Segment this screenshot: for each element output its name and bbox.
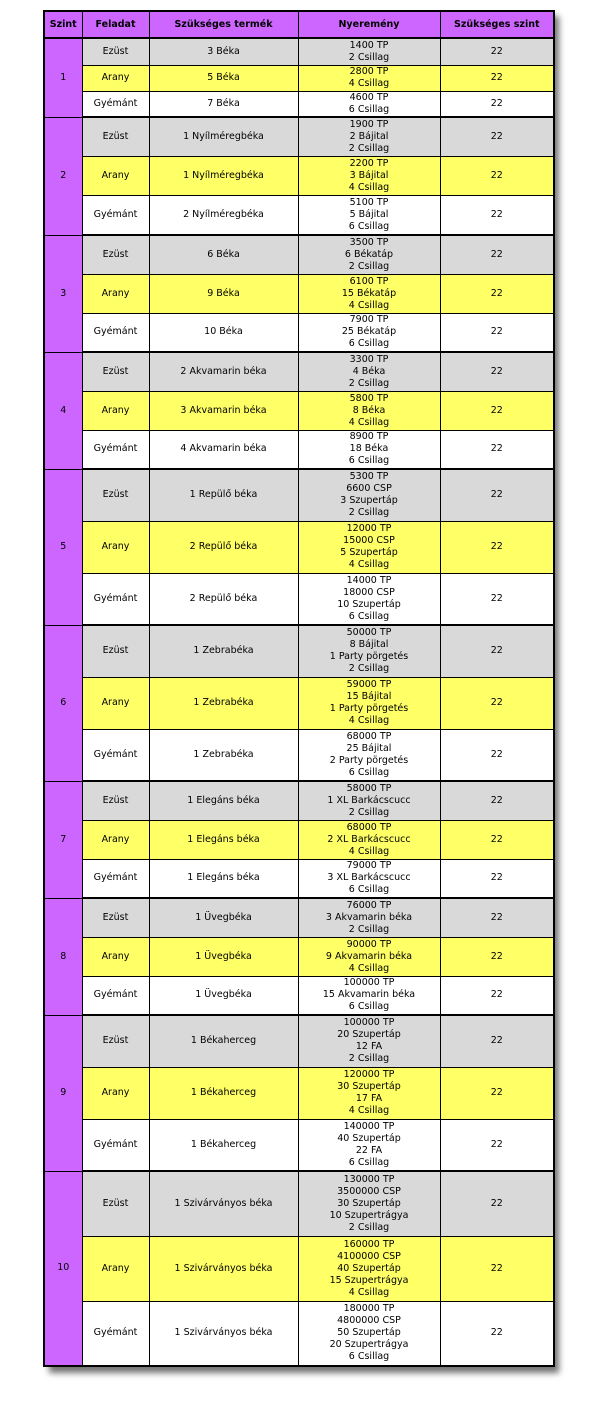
task-cell-ezust: Ezüst	[82, 469, 149, 521]
reward-line: 6 Csillag	[348, 455, 390, 467]
task-cell-ezust: Ezüst	[82, 235, 149, 274]
required-level-cell: 22	[440, 937, 554, 976]
reward-line: 10 Szupertáp	[337, 598, 401, 610]
reward-line: 2200 TP	[349, 157, 389, 169]
reward-line: 68000 TP	[346, 821, 392, 833]
reward-line: 3500 TP	[349, 236, 389, 248]
table-row	[44, 352, 554, 391]
reward-line: 120000 TP	[343, 1069, 395, 1080]
reward-line: 40 Szupertáp	[337, 1262, 401, 1274]
table-row	[44, 729, 554, 781]
table-row	[44, 1119, 554, 1171]
required-product-cell: 1 Elegáns béka	[149, 859, 298, 898]
reward-line: 4 Csillag	[348, 1286, 390, 1298]
reward-line: 2 Bájital	[349, 130, 389, 142]
required-level-cell: 22	[440, 91, 554, 117]
reward-cell	[298, 274, 440, 313]
reward-line: 12 FA	[355, 1041, 383, 1053]
level-number-cell: 5	[44, 469, 82, 625]
reward-cell	[298, 195, 440, 235]
reward-line: 180000 TP	[343, 1303, 395, 1315]
table-row	[44, 195, 554, 235]
table-row	[44, 781, 554, 820]
level-number-cell: 8	[44, 898, 82, 1015]
task-cell-ezust: Ezüst	[82, 625, 149, 677]
reward-line: 20 Szupertrágya	[329, 1339, 409, 1351]
table-row	[44, 391, 554, 430]
reward-line: 2 Csillag	[348, 507, 390, 519]
required-product-cell: 2 Nyílméregbéka	[149, 195, 298, 235]
reward-line: 6 Csillag	[348, 610, 390, 622]
reward-line: 6 Csillag	[348, 220, 390, 232]
reward-line: 2 Csillag	[348, 51, 390, 63]
task-cell-arany: Arany	[82, 156, 149, 195]
required-level-cell: 22	[440, 352, 554, 391]
required-level-cell: 22	[440, 313, 554, 352]
reward-cell	[298, 937, 440, 976]
table-row	[44, 117, 554, 156]
reward-line: 15 Békatáp	[341, 287, 397, 299]
reward-cell	[298, 38, 440, 65]
table-row	[44, 430, 554, 469]
required-product-cell: 1 Üvegbéka	[149, 937, 298, 976]
reward-cell	[298, 859, 440, 898]
required-product-cell: 1 Nyílméregbéka	[149, 117, 298, 156]
reward-line: 6 Csillag	[348, 1351, 390, 1363]
level-number-cell: 7	[44, 781, 82, 898]
required-product-cell: 1 Szivárványos béka	[149, 1301, 298, 1366]
required-level-cell: 22	[440, 1301, 554, 1366]
reward-line: 1400 TP	[349, 39, 389, 51]
reward-line: 5 Bájital	[349, 208, 389, 220]
reward-line: 25 Bájital	[346, 742, 392, 754]
reward-line: 4 Csillag	[348, 559, 390, 570]
reward-line: 6 Csillag	[348, 1156, 390, 1168]
table-row	[44, 859, 554, 898]
table-row	[44, 573, 554, 625]
table-row	[44, 91, 554, 117]
reward-line: 4 Csillag	[348, 845, 390, 857]
reward-cell	[298, 117, 440, 156]
reward-line: 8 Béka	[352, 404, 386, 416]
required-level-cell: 22	[440, 65, 554, 91]
table-row	[44, 820, 554, 859]
required-level-cell: 22	[440, 859, 554, 898]
reward-line: 3 XL Barkácscucc	[327, 872, 411, 884]
reward-line: 40 Szupertáp	[337, 1132, 401, 1144]
reward-line: 4100000 CSP	[337, 1250, 401, 1262]
required-level-cell: 22	[440, 781, 554, 820]
task-cell-gyemant: Gyémánt	[82, 1301, 149, 1366]
reward-line: 6 Csillag	[348, 103, 390, 115]
task-cell-ezust: Ezüst	[82, 1015, 149, 1067]
task-cell-arany: Arany	[82, 521, 149, 573]
reward-line: 14000 TP	[346, 574, 392, 586]
reward-line: 8900 TP	[349, 431, 389, 443]
required-product-cell: 1 Nyílméregbéka	[149, 156, 298, 195]
reward-line: 20 Szupertáp	[337, 1029, 401, 1041]
table-row	[44, 1067, 554, 1119]
task-cell-ezust: Ezüst	[82, 38, 149, 65]
required-product-cell: 3 Béka	[149, 38, 298, 65]
reward-line: 5 Szupertáp	[340, 547, 398, 558]
table-row	[44, 1015, 554, 1067]
reward-line: 76000 TP	[346, 899, 392, 911]
reward-cell	[298, 729, 440, 781]
table-row	[44, 38, 554, 65]
required-product-cell: 1 Békaherceg	[149, 1015, 298, 1067]
reward-line: 12000 TP	[346, 523, 392, 534]
table-row	[44, 521, 554, 573]
required-level-cell: 22	[440, 625, 554, 677]
table-row	[44, 898, 554, 937]
table-row	[44, 274, 554, 313]
table-row	[44, 937, 554, 976]
required-product-cell: 1 Elegáns béka	[149, 781, 298, 820]
reward-line: 1 Party pörgetés	[329, 651, 409, 663]
reward-line: 4 Csillag	[348, 78, 390, 89]
level-number-cell: 9	[44, 1015, 82, 1171]
reward-line: 2 Csillag	[348, 923, 390, 935]
reward-line: 5100 TP	[349, 196, 389, 208]
reward-line: 50000 TP	[346, 627, 392, 639]
required-level-cell: 22	[440, 1236, 554, 1301]
reward-line: 4 Csillag	[348, 416, 390, 428]
reward-line: 2 Csillag	[348, 377, 390, 389]
task-cell-arany: Arany	[82, 391, 149, 430]
required-level-cell: 22	[440, 274, 554, 313]
reward-line: 30 Szupertáp	[337, 1197, 401, 1209]
required-level-cell: 22	[440, 469, 554, 521]
task-cell-gyemant: Gyémánt	[82, 313, 149, 352]
required-level-cell: 22	[440, 820, 554, 859]
required-product-cell: 6 Béka	[149, 235, 298, 274]
reward-line: 9 Akvamarin béka	[325, 950, 413, 962]
required-product-cell: 1 Üvegbéka	[149, 976, 298, 1015]
table-row	[44, 469, 554, 521]
task-cell-gyemant: Gyémánt	[82, 430, 149, 469]
reward-cell	[298, 352, 440, 391]
reward-line: 6 Csillag	[348, 338, 390, 350]
reward-line: 10 Szupertrágya	[329, 1209, 409, 1221]
reward-line: 3 Szupertáp	[340, 495, 398, 507]
reward-line: 3 Akvamarin béka	[325, 911, 413, 923]
reward-cell	[298, 898, 440, 937]
reward-line: 6 Csillag	[348, 1001, 390, 1013]
reward-line: 6 Békatáp	[344, 248, 394, 260]
task-cell-ezust: Ezüst	[82, 898, 149, 937]
required-product-cell: 4 Akvamarin béka	[149, 430, 298, 469]
required-product-cell: 1 Repülő béka	[149, 469, 298, 521]
reward-line: 15 Bájital	[346, 691, 392, 702]
reward-line: 5800 TP	[349, 392, 389, 404]
reward-line: 15 Akvamarin béka	[322, 989, 416, 1001]
task-cell-gyemant: Gyémánt	[82, 859, 149, 898]
reward-line: 100000 TP	[343, 1017, 395, 1029]
required-product-cell: 9 Béka	[149, 274, 298, 313]
reward-table	[43, 10, 555, 1367]
required-level-cell: 22	[440, 521, 554, 573]
reward-line: 130000 TP	[343, 1173, 395, 1185]
required-level-cell: 22	[440, 430, 554, 469]
reward-line: 68000 TP	[346, 730, 392, 742]
task-cell-gyemant: Gyémánt	[82, 729, 149, 781]
reward-line: 3500000 CSP	[337, 1185, 401, 1197]
reward-line: 18000 CSP	[343, 586, 395, 598]
reward-line: 8 Bájital	[349, 639, 389, 651]
reward-line: 3300 TP	[349, 353, 389, 365]
task-cell-arany: Arany	[82, 937, 149, 976]
required-product-cell: 3 Akvamarin béka	[149, 391, 298, 430]
reward-cell	[298, 156, 440, 195]
reward-cell	[298, 1301, 440, 1366]
reward-cell	[298, 781, 440, 820]
header-task: Feladat	[82, 11, 149, 38]
task-cell-ezust: Ezüst	[82, 117, 149, 156]
table-row	[44, 235, 554, 274]
required-product-cell: 10 Béka	[149, 313, 298, 352]
required-product-cell: 2 Akvamarin béka	[149, 352, 298, 391]
table-row	[44, 625, 554, 677]
reward-line: 4 Csillag	[348, 962, 390, 974]
task-cell-arany: Arany	[82, 1067, 149, 1119]
table-row	[44, 1171, 554, 1236]
reward-cell	[298, 469, 440, 521]
reward-line: 4 Csillag	[348, 1105, 390, 1116]
reward-cell	[298, 391, 440, 430]
required-level-cell: 22	[440, 38, 554, 65]
task-cell-ezust: Ezüst	[82, 352, 149, 391]
reward-line: 2 Csillag	[348, 1221, 390, 1233]
required-product-cell: 7 Béka	[149, 91, 298, 117]
reward-cell	[298, 677, 440, 729]
task-cell-arany: Arany	[82, 677, 149, 729]
level-number-cell: 1	[44, 38, 82, 117]
required-level-cell: 22	[440, 729, 554, 781]
reward-line: 4 Csillag	[348, 181, 390, 193]
reward-line: 2800 TP	[349, 66, 389, 77]
task-cell-arany: Arany	[82, 820, 149, 859]
required-level-cell: 22	[440, 117, 554, 156]
reward-cell	[298, 573, 440, 625]
reward-cell	[298, 1067, 440, 1119]
reward-line: 5300 TP	[349, 471, 389, 483]
required-product-cell: 1 Szivárványos béka	[149, 1236, 298, 1301]
reward-line: 18 Béka	[349, 443, 389, 455]
required-product-cell: 1 Szivárványos béka	[149, 1171, 298, 1236]
level-number-cell: 10	[44, 1171, 82, 1366]
table-row	[44, 156, 554, 195]
reward-line: 2 Csillag	[348, 260, 390, 272]
reward-line: 2 Csillag	[348, 806, 390, 818]
required-product-cell: 1 Üvegbéka	[149, 898, 298, 937]
task-cell-arany: Arany	[82, 65, 149, 91]
reward-line: 4 Csillag	[348, 299, 390, 311]
table-row	[44, 1236, 554, 1301]
reward-cell	[298, 91, 440, 117]
required-product-cell: 1 Elegáns béka	[149, 820, 298, 859]
task-cell-gyemant: Gyémánt	[82, 976, 149, 1015]
required-product-cell: 5 Béka	[149, 65, 298, 91]
reward-line: 4 Béka	[352, 365, 386, 377]
required-product-cell: 1 Zebrabéka	[149, 677, 298, 729]
reward-line: 2 Csillag	[348, 663, 390, 675]
required-level-cell: 22	[440, 976, 554, 1015]
reward-line: 4600 TP	[349, 91, 389, 103]
reward-line: 59000 TP	[346, 679, 392, 690]
reward-cell	[298, 625, 440, 677]
task-cell-gyemant: Gyémánt	[82, 1119, 149, 1171]
required-level-cell: 22	[440, 898, 554, 937]
required-level-cell: 22	[440, 391, 554, 430]
reward-line: 4 Csillag	[348, 715, 390, 726]
reward-line: 1 XL Barkácscucc	[327, 794, 411, 806]
reward-cell	[298, 976, 440, 1015]
reward-line: 2 Csillag	[348, 1053, 390, 1065]
reward-line: 30 Szupertáp	[337, 1081, 401, 1092]
reward-line: 100000 TP	[343, 977, 395, 989]
reward-cell	[298, 521, 440, 573]
reward-line: 7900 TP	[349, 314, 389, 326]
reward-cell	[298, 1171, 440, 1236]
header-reward: Nyeremény	[298, 11, 440, 38]
reward-line: 6100 TP	[349, 275, 389, 287]
reward-cell	[298, 235, 440, 274]
reward-line: 2 Party pörgetés	[329, 754, 409, 766]
level-number-cell: 2	[44, 117, 82, 235]
reward-line: 140000 TP	[343, 1120, 395, 1132]
reward-cell	[298, 65, 440, 91]
required-product-cell: 1 Békaherceg	[149, 1067, 298, 1119]
task-cell-gyemant: Gyémánt	[82, 573, 149, 625]
required-product-cell: 2 Repülő béka	[149, 521, 298, 573]
header-required-product: Szükséges termék	[149, 11, 298, 38]
reward-line: 6 Csillag	[348, 766, 390, 778]
table-body	[44, 38, 554, 1366]
required-level-cell: 22	[440, 1015, 554, 1067]
required-level-cell: 22	[440, 235, 554, 274]
header-level: Szint	[44, 11, 82, 38]
reward-line: 160000 TP	[343, 1238, 395, 1250]
reward-line: 6600 CSP	[346, 483, 392, 495]
reward-line: 4800000 CSP	[337, 1315, 401, 1327]
task-cell-gyemant: Gyémánt	[82, 91, 149, 117]
table-row	[44, 976, 554, 1015]
reward-cell	[298, 430, 440, 469]
required-product-cell: 1 Békaherceg	[149, 1119, 298, 1171]
table-row	[44, 313, 554, 352]
required-product-cell: 1 Zebrabéka	[149, 729, 298, 781]
reward-cell	[298, 820, 440, 859]
task-cell-ezust: Ezüst	[82, 781, 149, 820]
reward-line: 22 FA	[355, 1144, 383, 1156]
header-required-level: Szükséges szint	[440, 11, 554, 38]
reward-line: 58000 TP	[346, 782, 392, 794]
reward-line: 2 Csillag	[348, 142, 390, 154]
task-cell-gyemant: Gyémánt	[82, 195, 149, 235]
table-row	[44, 677, 554, 729]
reward-cell	[298, 313, 440, 352]
reward-line: 90000 TP	[346, 938, 392, 950]
table-row	[44, 1301, 554, 1366]
reward-line: 15000 CSP	[343, 535, 395, 546]
required-product-cell: 2 Repülő béka	[149, 573, 298, 625]
required-level-cell: 22	[440, 156, 554, 195]
reward-cell	[298, 1119, 440, 1171]
reward-line: 25 Békatáp	[341, 326, 397, 338]
reward-cell	[298, 1015, 440, 1067]
reward-line: 1900 TP	[349, 118, 389, 130]
level-number-cell: 3	[44, 235, 82, 352]
reward-line: 2 XL Barkácscucc	[327, 833, 411, 845]
required-product-cell: 1 Zebrabéka	[149, 625, 298, 677]
required-level-cell: 22	[440, 195, 554, 235]
level-number-cell: 4	[44, 352, 82, 469]
required-level-cell: 22	[440, 573, 554, 625]
task-cell-arany: Arany	[82, 274, 149, 313]
reward-line: 50 Szupertáp	[337, 1327, 401, 1339]
reward-line: 17 FA	[355, 1093, 383, 1104]
task-cell-arany: Arany	[82, 1236, 149, 1301]
required-level-cell: 22	[440, 1119, 554, 1171]
reward-line: 3 Bájital	[349, 169, 389, 181]
task-cell-ezust: Ezüst	[82, 1171, 149, 1236]
reward-line: 15 Szupertrágya	[329, 1274, 409, 1286]
required-level-cell: 22	[440, 1171, 554, 1236]
table-row	[44, 65, 554, 91]
reward-line: 6 Csillag	[348, 884, 390, 896]
reward-line: 1 Party pörgetés	[329, 703, 409, 714]
reward-line: 79000 TP	[346, 860, 392, 872]
table-header-row	[44, 11, 554, 38]
reward-table-wrapper	[43, 10, 553, 1367]
level-number-cell: 6	[44, 625, 82, 781]
reward-cell	[298, 1236, 440, 1301]
required-level-cell: 22	[440, 1067, 554, 1119]
required-level-cell: 22	[440, 677, 554, 729]
